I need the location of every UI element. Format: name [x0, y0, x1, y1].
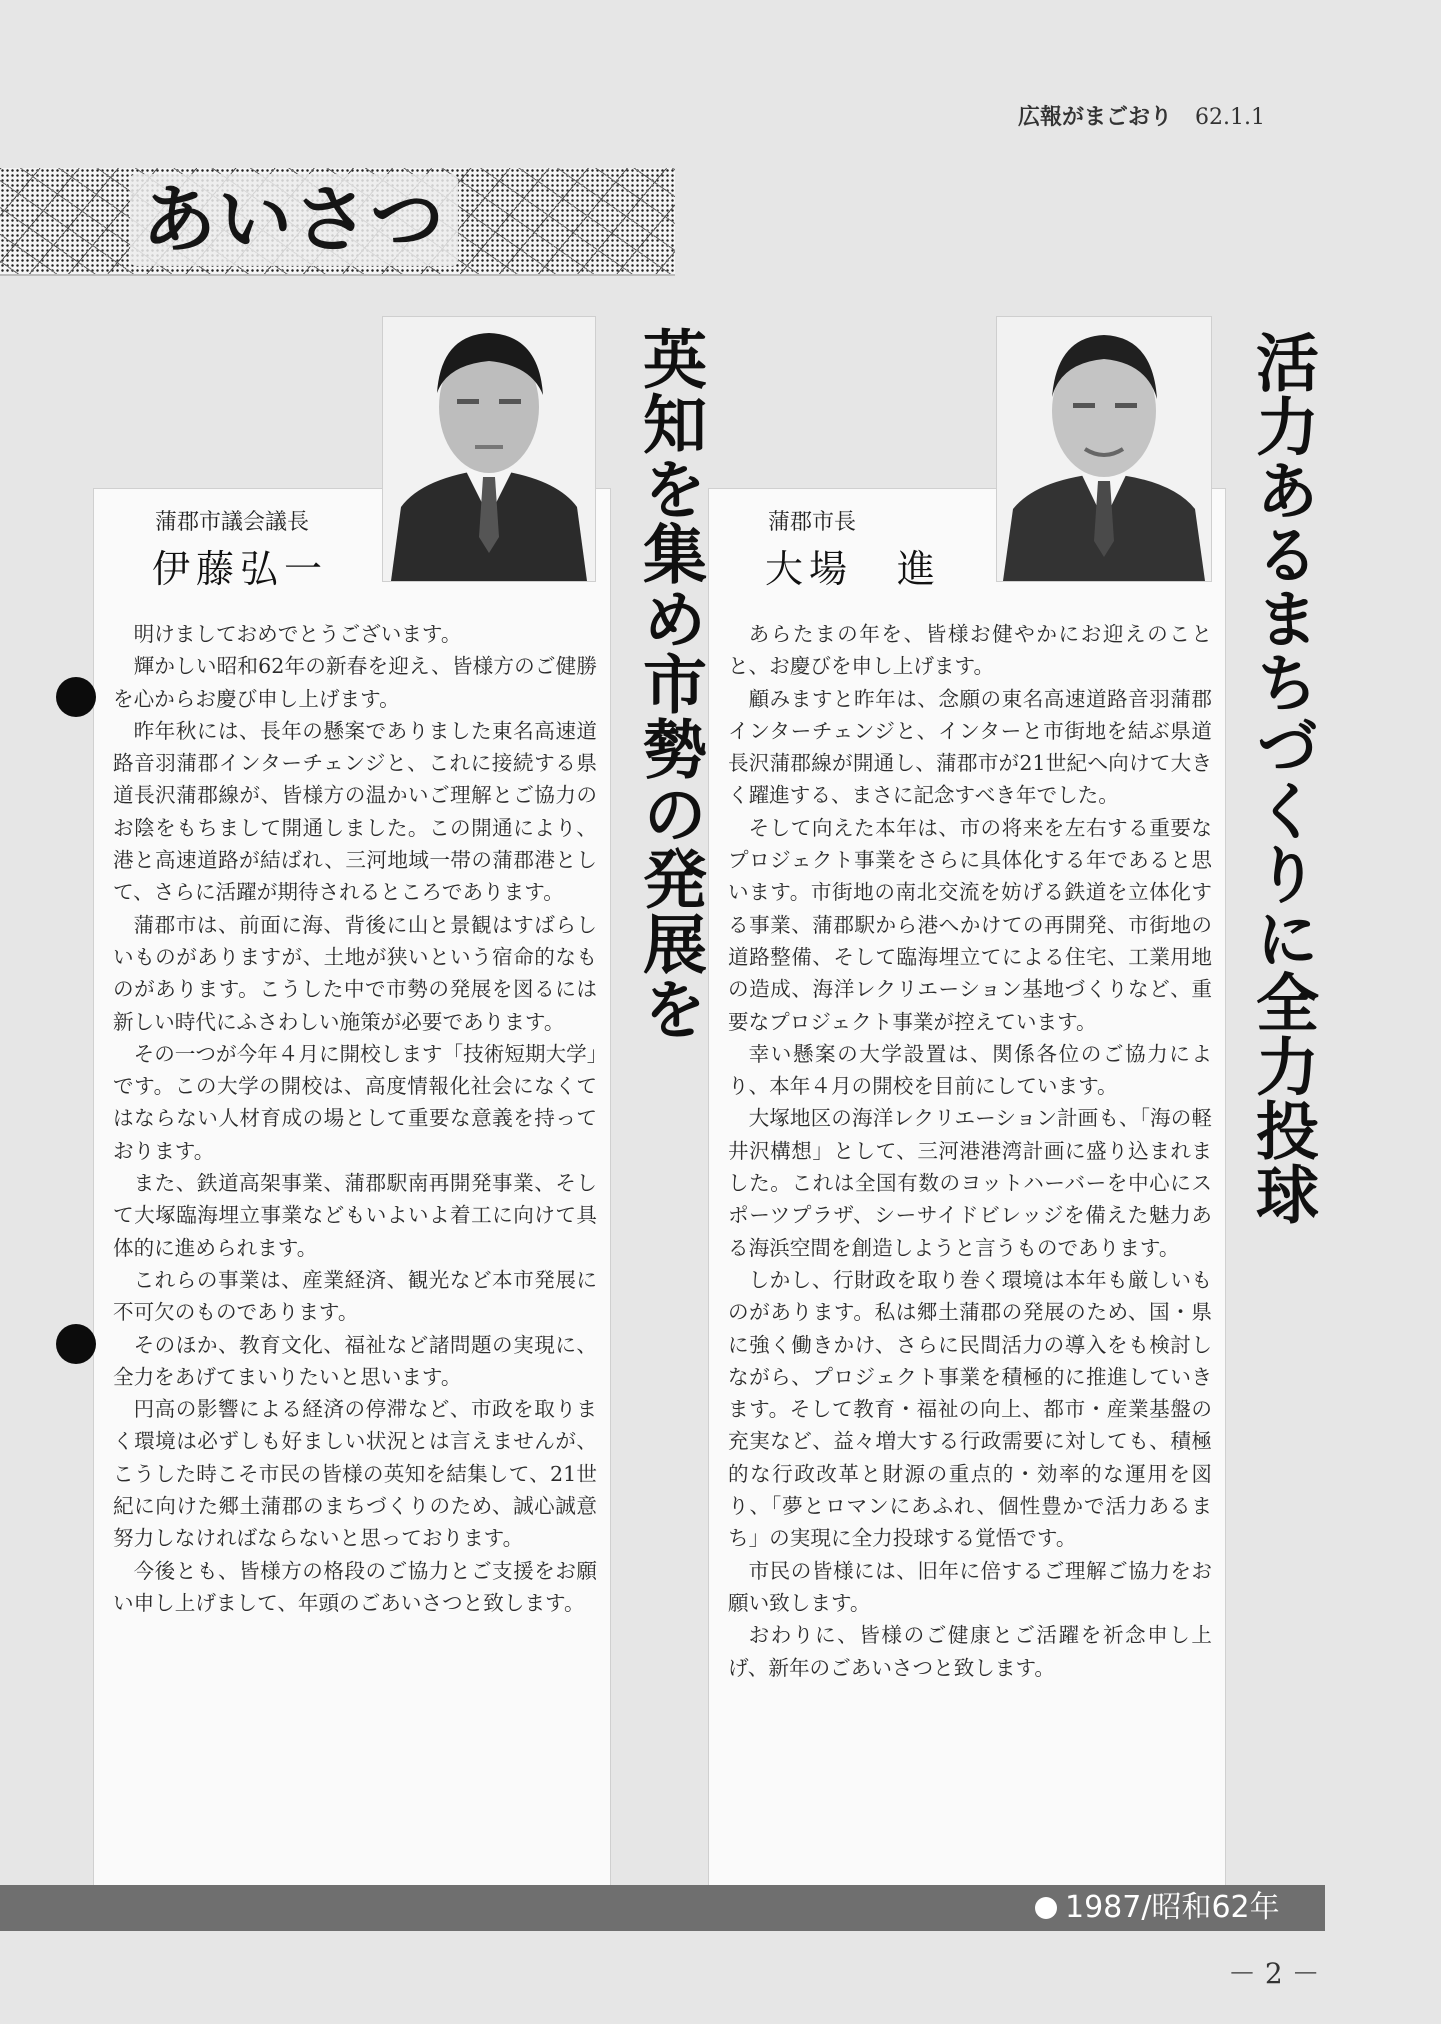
paragraph: 顧みますと昨年は、念願の東名高速道路音羽蒲郡インターチェンジと、インターと市街地を結ぶ県道長沢蒲郡線が開通し、蒲郡市が21世紀へ向けて大きく躍進する、まさに記念すべき年でした。 [728, 686, 1212, 808]
right-article-body [728, 618, 1212, 1684]
year-text: 1987/昭和62年 [1065, 1890, 1280, 1925]
paragraph: そして向えた本年は、市の将来を左右する重要なプロジェクト事業をさらに具体化する年であると思います。市街地の南北交流を妨げる鉄道を立体化する事業、蒲郡駅から港へかけての再開発、市街地の道路整備、そして臨海埋立てによる住宅、工業用地の造成、海洋レクリエーション基地づくりなど、重要なプロジェクト事業が控えています。 [728, 815, 1212, 1034]
left-article-body [113, 618, 597, 1619]
paragraph: 幸い懸案の大学設置は、関係各位のご協力により、本年４月の開校を目前にしています。 [728, 1041, 1212, 1099]
paragraph: あらたまの年を、皆様お健やかにお迎えのことと、お慶びを申し上げます。 [728, 622, 1212, 679]
publication-name: 広報がまごおり [1018, 105, 1173, 130]
issue-date: 62.1.1 [1195, 105, 1265, 130]
bullet-dot-icon [1035, 1897, 1057, 1919]
portrait-silhouette-icon [383, 317, 595, 581]
paragraph: 明けましておめでとうございます。 [133, 622, 462, 646]
portrait-silhouette-icon [997, 317, 1211, 581]
paragraph: そのほか、教育文化、福祉など諸問題の実現に、全力をあげてまいりたいと思います。 [113, 1332, 597, 1389]
page-header [1018, 100, 1318, 136]
paragraph: しかし、行財政を取り巻く環境は本年も厳しいものがあります。私は郷土蒲郡の発展のため、国・県に強く働きかけ、さらに民間活力の導入をも検討しながら、プロジェクト事業を積極的に推進していきます。そして教育・福祉の向上、都市・産業基盤の充実など、益々増大する行政需要に対しても、積極的な行政改革と財源の重点的・効率的な運用を図り、「夢とロマンにあふれ、個性豊かで活力あるまち」の実現に全力投球する覚悟です。 [728, 1267, 1212, 1551]
mayor-portrait [996, 316, 1212, 582]
year-label [1035, 1888, 1280, 1928]
greeting-banner [0, 168, 675, 276]
paragraph: 今後とも、皆様方の格段のご協力とご支援をお願い申し上げまして、年頭のごあいさつと致します。 [113, 1558, 597, 1615]
paragraph: 円高の影響による経済の停滞など、市政を取りまく環境は必ずしも好ましい状況とは言えませんが、こうした時こそ市民の皆様の英知を結集して、21世紀に向けた郷土蒲郡のまちづくりのため、誠心誠意努力しなければならないと思っております。 [113, 1397, 597, 1551]
paragraph: 蒲郡市は、前面に海、背後に山と景観はすばらしいものがありますが、土地が狭いという宿命的なものがあります。こうした中で市勢の発展を図るには新しい時代にふさわしい施策が必要であります。 [113, 912, 597, 1034]
right-author-role: 蒲郡市長 [768, 510, 857, 535]
right-author-name: 大場 進 [765, 547, 942, 591]
paragraph: 市民の皆様には、旧年に倍するご理解ご協力をお願い致します。 [728, 1558, 1212, 1615]
paragraph: おわりに、皆様のご健康とご活躍を祈念申し上げ、新年のごあいさつと致します。 [728, 1623, 1212, 1680]
paragraph: これらの事業は、産業経済、観光など本市発展に不可欠のものであります。 [113, 1267, 597, 1325]
left-author-role: 蒲郡市議会議長 [155, 510, 310, 535]
paragraph: 大塚地区の海洋レクリエーション計画も、「海の軽井沢構想」として、三河港港湾計画に盛り込まれました。これは全国有数のヨットハーバーを中心にスポーツプラザ、シーサイドビレッジを備えた魅力ある海浜空間を創造しようと言うものであります。 [728, 1106, 1212, 1260]
paragraph: 輝かしい昭和62年の新春を迎え、皆様方のご健勝を心からお慶び申し上げます。 [113, 654, 597, 711]
punch-hole-icon [56, 1324, 96, 1364]
right-article-headline: 活力あるまちづくりに全力投球 [1246, 330, 1319, 1226]
left-author-name: 伊藤弘一 [152, 547, 329, 591]
paragraph: 昨年秋には、長年の懸案でありました東名高速道路音羽蒲郡インターチェンジと、これに接続する県道長沢蒲郡線が、皆様方の温かいご理解とご協力のお陰をもちまして開通しました。この開通により、港と高速道路が結ばれ、三河地域一帯の蒲郡港として、さらに活躍が期待されるところであります。 [113, 718, 597, 905]
punch-hole-icon [56, 677, 96, 717]
banner-title: あいさつ [130, 174, 458, 266]
left-article-headline: 英知を集め市勢の発展を [632, 326, 706, 1041]
page-number: － 2 － [1228, 1957, 1320, 1990]
council-chairman-portrait [382, 316, 596, 582]
paragraph: また、鉄道高架事業、蒲郡駅南再開発事業、そして大塚臨海埋立事業などもいよいよ着工に向けて具体的に進められます。 [113, 1171, 597, 1260]
paragraph: その一つが今年４月に開校します「技術短期大学」です。この大学の開校は、高度情報化社会になくてはならない人材育成の場として重要な意義を持っております。 [113, 1041, 597, 1163]
